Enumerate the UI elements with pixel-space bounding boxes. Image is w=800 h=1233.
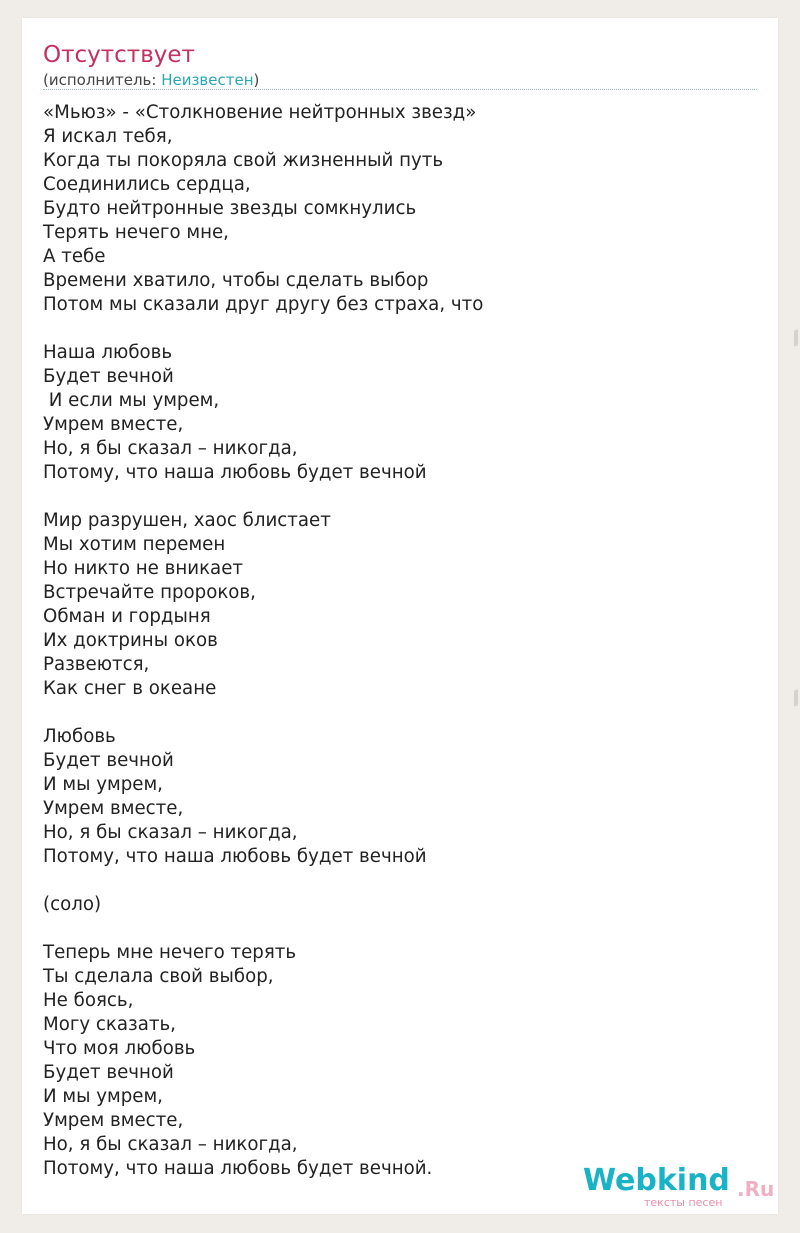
performer-line <box>43 70 259 90</box>
site-watermark <box>583 1163 783 1213</box>
performer-prefix: (исполнитель: <box>43 71 162 89</box>
watermark-brand: Webkind <box>583 1163 730 1198</box>
performer-link[interactable]: Неизвестен <box>161 71 254 89</box>
watermark-tld: .Ru <box>737 1177 775 1201</box>
lyrics-text: «Мьюз» - «Столкновение нейтронных звезд» Я искал тебя, Когда ты покоряла свой жизненный путь Соединились сердца, Будто нейтронные звезды сомкнулись Терять нечего мне, А тебе Времени хватило, чтобы сделать выбор Потом мы сказали друг другу без страха, что Наша любовь Будет вечной И если мы умрем, Умрем вместе, Но, я бы сказал – никогда, Потому, что наша любовь будет вечной Мир разрушен, хаос блистает Мы хотим перемен Но никто не вникает Встречайте пророков, Обман и гордыня Их доктрины оков Развеются, Как снег в океане Любовь Будет вечной И мы умрем, Умрем вместе, Но, я бы сказал – никогда, Потому, что наша любовь будет вечной (соло) Теперь мне нечего терять Ты сделала свой выбор, Не боясь, Могу сказать, Что моя любовь Будет вечной И мы умрем, Умрем вместе, Но, я бы сказал – никогда, Потому, что наша любовь будет вечной. <box>43 102 484 1179</box>
performer-suffix: ) <box>253 71 260 89</box>
dotted-divider <box>43 89 757 90</box>
song-title: Отсутствует <box>43 42 195 68</box>
edge-mark-icon <box>794 689 798 706</box>
watermark-subtitle: тексты песен <box>644 1196 723 1209</box>
edge-mark-icon <box>794 329 798 346</box>
